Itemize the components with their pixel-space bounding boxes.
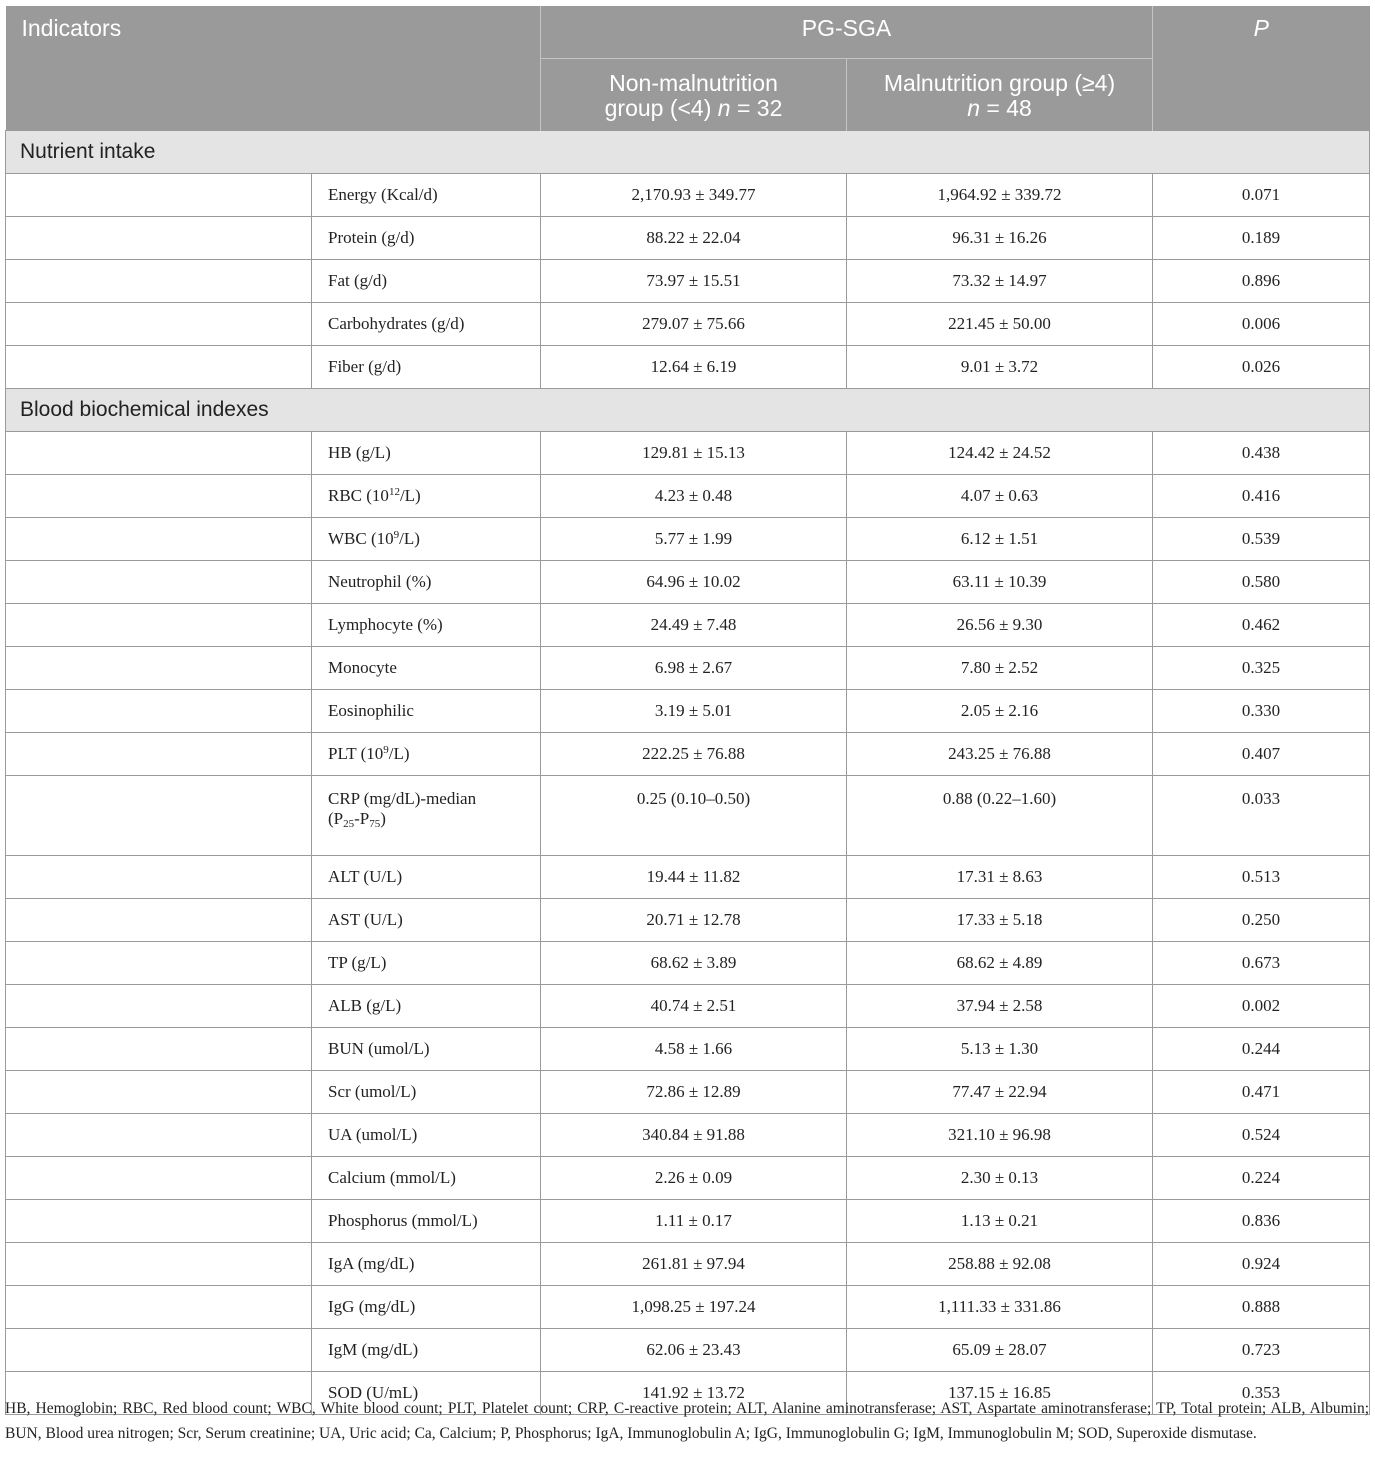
non-malnutrition-value: 6.98 ± 2.67: [541, 647, 847, 690]
indicator-label: [312, 733, 541, 776]
table-header: [6, 6, 1370, 131]
header-g2-line1: Malnutrition group (≥4): [883, 69, 1116, 96]
malnutrition-value: 77.47 ± 22.94: [847, 1071, 1153, 1114]
empty-cell: [6, 776, 312, 856]
non-malnutrition-value: 0.25 (0.10–0.50): [541, 776, 847, 856]
non-malnutrition-value: 20.71 ± 12.78: [541, 899, 847, 942]
table-row: [6, 475, 1370, 518]
indicator-label: HB (g/L): [312, 432, 541, 475]
section-label: Blood biochemical indexes: [6, 389, 1370, 432]
empty-cell: [6, 303, 312, 346]
label-part: /L): [399, 529, 420, 548]
p-value: 0.673: [1153, 942, 1370, 985]
malnutrition-value: 63.11 ± 10.39: [847, 561, 1153, 604]
indicator-label: IgA (mg/dL): [312, 1243, 541, 1286]
empty-cell: [6, 561, 312, 604]
empty-cell: [6, 217, 312, 260]
empty-cell: [6, 856, 312, 899]
p-value: 0.224: [1153, 1157, 1370, 1200]
malnutrition-value: 1,964.92 ± 339.72: [847, 174, 1153, 217]
header-g1-count: = 32: [730, 94, 783, 121]
non-malnutrition-value: 24.49 ± 7.48: [541, 604, 847, 647]
header-g1-line1: Non-malnutrition: [609, 69, 778, 96]
empty-cell: [6, 733, 312, 776]
header-p: P: [1153, 6, 1370, 131]
header-pg-sga: PG-SGA: [541, 6, 1153, 59]
table-row: [6, 1243, 1370, 1286]
empty-cell: [6, 1329, 312, 1372]
indicator-label: Protein (g/d): [312, 217, 541, 260]
malnutrition-value: 221.45 ± 50.00: [847, 303, 1153, 346]
malnutrition-value: 6.12 ± 1.51: [847, 518, 1153, 561]
table-row: [6, 604, 1370, 647]
table-body: [6, 131, 1370, 1415]
malnutrition-value: 1,111.33 ± 331.86: [847, 1286, 1153, 1329]
non-malnutrition-value: 5.77 ± 1.99: [541, 518, 847, 561]
non-malnutrition-value: 19.44 ± 11.82: [541, 856, 847, 899]
header-g1-line2: group (<4): [604, 94, 718, 121]
table-row: [6, 1157, 1370, 1200]
table-row: [6, 518, 1370, 561]
empty-cell: [6, 1286, 312, 1329]
indicator-label: [312, 776, 541, 856]
p-value: 0.071: [1153, 174, 1370, 217]
malnutrition-value: 5.13 ± 1.30: [847, 1028, 1153, 1071]
empty-cell: [6, 1028, 312, 1071]
table-row: [6, 432, 1370, 475]
label-part: WBC (10: [328, 529, 394, 548]
non-malnutrition-value: 72.86 ± 12.89: [541, 1071, 847, 1114]
malnutrition-value: 258.88 ± 92.08: [847, 1243, 1153, 1286]
empty-cell: [6, 432, 312, 475]
non-malnutrition-value: 62.06 ± 23.43: [541, 1329, 847, 1372]
non-malnutrition-value: 4.58 ± 1.66: [541, 1028, 847, 1071]
table-row: [6, 1200, 1370, 1243]
empty-cell: [6, 260, 312, 303]
indicator-label: Monocyte: [312, 647, 541, 690]
non-malnutrition-value: 12.64 ± 6.19: [541, 346, 847, 389]
indicator-label: Lymphocyte (%): [312, 604, 541, 647]
empty-cell: [6, 346, 312, 389]
indicator-label: Energy (Kcal/d): [312, 174, 541, 217]
empty-cell: [6, 174, 312, 217]
p-value: 0.244: [1153, 1028, 1370, 1071]
indicator-label: IgM (mg/dL): [312, 1329, 541, 1372]
indicator-label: Fiber (g/d): [312, 346, 541, 389]
table-row: [6, 690, 1370, 733]
malnutrition-value: 321.10 ± 96.98: [847, 1114, 1153, 1157]
indicator-label: Calcium (mmol/L): [312, 1157, 541, 1200]
indicator-label: AST (U/L): [312, 899, 541, 942]
footnote: HB, Hemoglobin; RBC, Red blood count; WBC, White blood count; PLT, Platelet count; CRP, C-reactive protein; ALT, Alanine aminotransferase; AST, Aspartate aminotransferase; TP, Total protein; ALB, Albumin; BUN, Blood urea nitrogen; Scr, Serum creatinine; UA, Uric acid; Ca, Calcium; P, Phosphorus; IgA, Immunoglobulin A; IgG, Immunoglobulin G; IgM, Immunoglobulin M; SOD, Superoxide dismutase.: [5, 1400, 1369, 1442]
label-part: -P: [354, 809, 370, 828]
p-value: 0.462: [1153, 604, 1370, 647]
malnutrition-value: 124.42 ± 24.52: [847, 432, 1153, 475]
malnutrition-value: 26.56 ± 9.30: [847, 604, 1153, 647]
malnutrition-value: 0.88 (0.22–1.60): [847, 776, 1153, 856]
non-malnutrition-value: 2.26 ± 0.09: [541, 1157, 847, 1200]
empty-cell: [6, 604, 312, 647]
non-malnutrition-value: 88.22 ± 22.04: [541, 217, 847, 260]
p-value: 0.580: [1153, 561, 1370, 604]
p-value: 0.471: [1153, 1071, 1370, 1114]
label-superscript: 12: [388, 486, 400, 498]
header-g2-n: n: [967, 94, 980, 121]
non-malnutrition-value: 279.07 ± 75.66: [541, 303, 847, 346]
table-row: [6, 1286, 1370, 1329]
malnutrition-value: 7.80 ± 2.52: [847, 647, 1153, 690]
empty-cell: [6, 899, 312, 942]
indicator-label: ALT (U/L): [312, 856, 541, 899]
non-malnutrition-value: 129.81 ± 15.13: [541, 432, 847, 475]
p-value: 0.189: [1153, 217, 1370, 260]
empty-cell: [6, 1200, 312, 1243]
table-row: [6, 647, 1370, 690]
non-malnutrition-value: 340.84 ± 91.88: [541, 1114, 847, 1157]
label-part: 25: [343, 818, 355, 830]
table-row: [6, 260, 1370, 303]
indicator-label: Scr (umol/L): [312, 1071, 541, 1114]
header-non-malnutrition-group: [541, 59, 847, 131]
table-row: [6, 1028, 1370, 1071]
indicator-label: UA (umol/L): [312, 1114, 541, 1157]
non-malnutrition-value: 222.25 ± 76.88: [541, 733, 847, 776]
table-row: [6, 856, 1370, 899]
non-malnutrition-value: 3.19 ± 5.01: [541, 690, 847, 733]
indicator-label: TP (g/L): [312, 942, 541, 985]
malnutrition-value: 137.15 ± 16.85: [847, 1372, 1153, 1415]
p-value: 0.539: [1153, 518, 1370, 561]
non-malnutrition-value: 68.62 ± 3.89: [541, 942, 847, 985]
indicator-label: Eosinophilic: [312, 690, 541, 733]
table-row: [6, 1329, 1370, 1372]
label-part: /L): [388, 744, 410, 763]
header-g1-n: n: [717, 94, 731, 121]
p-value: 0.416: [1153, 475, 1370, 518]
malnutrition-value: 37.94 ± 2.58: [847, 985, 1153, 1028]
section-label: Nutrient intake: [6, 131, 1370, 174]
empty-cell: [6, 1114, 312, 1157]
indicator-label: [312, 475, 541, 518]
label-part: /L): [399, 486, 421, 505]
empty-cell: [6, 985, 312, 1028]
empty-cell: [6, 475, 312, 518]
non-malnutrition-value: 2,170.93 ± 349.77: [541, 174, 847, 217]
p-value: 0.896: [1153, 260, 1370, 303]
indicator-label: Phosphorus (mmol/L): [312, 1200, 541, 1243]
table-row: [6, 1114, 1370, 1157]
empty-cell: [6, 518, 312, 561]
indicator-label: [312, 518, 541, 561]
header-malnutrition-group: [847, 59, 1153, 131]
label-part: RBC (10: [328, 486, 389, 505]
section-nutrient-intake: [6, 131, 1370, 174]
indicator-label: BUN (umol/L): [312, 1028, 541, 1071]
non-malnutrition-value: 4.23 ± 0.48: [541, 475, 847, 518]
section-blood-biochemical: [6, 389, 1370, 432]
malnutrition-value: 17.31 ± 8.63: [847, 856, 1153, 899]
p-value: 0.836: [1153, 1200, 1370, 1243]
malnutrition-value: 68.62 ± 4.89: [847, 942, 1153, 985]
p-value: 0.888: [1153, 1286, 1370, 1329]
indicator-label: Neutrophil (%): [312, 561, 541, 604]
p-value: 0.407: [1153, 733, 1370, 776]
malnutrition-value: 4.07 ± 0.63: [847, 475, 1153, 518]
p-value: 0.723: [1153, 1329, 1370, 1372]
header-g2-count: = 48: [980, 94, 1032, 121]
empty-cell: [6, 1071, 312, 1114]
non-malnutrition-value: 261.81 ± 97.94: [541, 1243, 847, 1286]
table-row: [6, 561, 1370, 604]
p-value: 0.438: [1153, 432, 1370, 475]
indicator-label: ALB (g/L): [312, 985, 541, 1028]
empty-cell: [6, 1157, 312, 1200]
table-row: [6, 346, 1370, 389]
p-value: 0.330: [1153, 690, 1370, 733]
p-value: 0.353: [1153, 1372, 1370, 1415]
table-row: [6, 776, 1370, 856]
p-value: 0.325: [1153, 647, 1370, 690]
malnutrition-value: 65.09 ± 28.07: [847, 1329, 1153, 1372]
table-row: [6, 303, 1370, 346]
p-value: 0.002: [1153, 985, 1370, 1028]
p-value: 0.513: [1153, 856, 1370, 899]
table-row: [6, 174, 1370, 217]
table-container: [5, 6, 1369, 1415]
label-part: ): [380, 809, 386, 828]
malnutrition-value: 9.01 ± 3.72: [847, 346, 1153, 389]
p-value: 0.524: [1153, 1114, 1370, 1157]
malnutrition-value: 243.25 ± 76.88: [847, 733, 1153, 776]
empty-cell: [6, 942, 312, 985]
table-row: [6, 985, 1370, 1028]
non-malnutrition-value: 1.11 ± 0.17: [541, 1200, 847, 1243]
empty-cell: [6, 647, 312, 690]
table-row: [6, 733, 1370, 776]
p-value: 0.006: [1153, 303, 1370, 346]
label-part: PLT (10: [328, 744, 384, 763]
table-row: [6, 942, 1370, 985]
non-malnutrition-value: 141.92 ± 13.72: [541, 1372, 847, 1415]
malnutrition-value: 2.05 ± 2.16: [847, 690, 1153, 733]
malnutrition-value: 1.13 ± 0.21: [847, 1200, 1153, 1243]
malnutrition-value: 17.33 ± 5.18: [847, 899, 1153, 942]
malnutrition-value: 2.30 ± 0.13: [847, 1157, 1153, 1200]
label-part: 75: [369, 818, 381, 830]
indicator-label: Carbohydrates (g/d): [312, 303, 541, 346]
p-value: 0.924: [1153, 1243, 1370, 1286]
table-row: [6, 217, 1370, 260]
label-part: (P: [328, 809, 344, 828]
header-indicators: Indicators: [6, 6, 541, 131]
indicator-label: IgG (mg/dL): [312, 1286, 541, 1329]
empty-cell: [6, 1243, 312, 1286]
non-malnutrition-value: 64.96 ± 10.02: [541, 561, 847, 604]
table-row: [6, 1071, 1370, 1114]
label-superscript: 9: [383, 744, 389, 756]
non-malnutrition-value: 1,098.25 ± 197.24: [541, 1286, 847, 1329]
label-text: CRP (mg/dL)-median: [328, 789, 477, 808]
malnutrition-value: 96.31 ± 16.26: [847, 217, 1153, 260]
malnutrition-value: 73.32 ± 14.97: [847, 260, 1153, 303]
non-malnutrition-value: 40.74 ± 2.51: [541, 985, 847, 1028]
indicator-label: Fat (g/d): [312, 260, 541, 303]
p-value: 0.033: [1153, 776, 1370, 856]
indicator-label: SOD (U/mL): [312, 1372, 541, 1415]
empty-cell: [6, 690, 312, 733]
p-value: 0.250: [1153, 899, 1370, 942]
label-superscript: 9: [393, 529, 400, 541]
non-malnutrition-value: 73.97 ± 15.51: [541, 260, 847, 303]
results-table: [5, 6, 1370, 1415]
table-row: [6, 899, 1370, 942]
p-value: 0.026: [1153, 346, 1370, 389]
